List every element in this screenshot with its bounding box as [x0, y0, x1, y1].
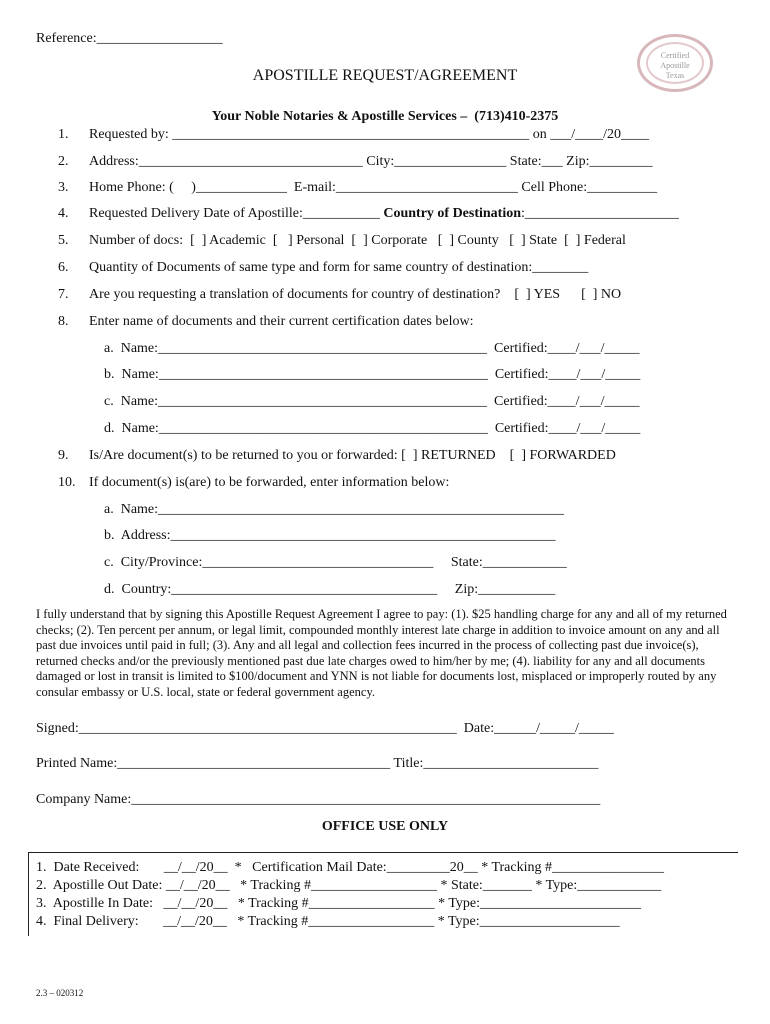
return-forward-checkboxes[interactable]: Is/Are document(s) to be returned to you or forwarded: [ ] RETURNED [ ] FORWARDED: [89, 448, 616, 463]
item-number-8: 8.: [58, 314, 69, 329]
item-number-6: 6.: [58, 260, 69, 275]
item-number-5: 5.: [58, 233, 69, 248]
quantity-field[interactable]: Quantity of Documents of same type and form for same country of destination:________: [89, 260, 589, 275]
item-number-4: 4.: [58, 206, 69, 221]
item-number-2: 2.: [58, 154, 69, 169]
item-number-9: 9.: [58, 448, 69, 463]
document-row-d[interactable]: d. Name:_______________________________________________ Certified:____/___/_____: [104, 421, 641, 436]
page-title: APOSTILLE REQUEST/AGREEMENT: [252, 67, 518, 84]
country-blank: :______________________: [521, 206, 679, 221]
documents-instruction: Enter name of documents and their current certification dates below:: [89, 314, 474, 329]
company-name-field[interactable]: Company Name:___________________________________________________________________: [36, 792, 601, 807]
forward-address-field[interactable]: b. Address:_______________________________________________________: [104, 528, 556, 543]
printed-name-title-field[interactable]: Printed Name:_______________________________________ Title:_________________________: [36, 756, 599, 771]
seal-line-3: Texas: [665, 71, 685, 80]
country-label: Country of Destination: [383, 206, 522, 221]
requested-by-field[interactable]: Requested by: ___________________________________________________ on ___/____/20____: [89, 127, 649, 142]
item-number-1: 1.: [58, 127, 69, 142]
office-row-2[interactable]: 2. Apostille Out Date: __/__/20__ * Tracking #__________________ * State:_______ * Type:____________: [36, 878, 662, 893]
delivery-country-field[interactable]: [89, 206, 679, 222]
document-row-a[interactable]: a. Name:_______________________________________________ Certified:____/___/_____: [104, 341, 640, 356]
item-number-7: 7.: [58, 287, 69, 302]
office-row-3[interactable]: 3. Apostille In Date: __/__/20__ * Tracking #__________________ * Type:_______________________: [36, 896, 642, 911]
form-version-code: 2.3 – 020312: [36, 988, 84, 998]
office-row-1[interactable]: 1. Date Received: __/__/20__ * Certification Mail Date:_________20__ * Tracking #________________: [36, 860, 664, 875]
agreement-text: I fully understand that by signing this Apostille Request Agreement I agree to pay: (1). $25 handling charge for any and all of my returned checks; (2). Ten percent per annum, or legal limit, compounded monthly interest late charge in addition to invoice amount on any and all past due invoices until paid in full; (3). Any and all legal and collection fees incurred in the process of collecting past due invoice(s), returned checks and/or the previously mentioned past due late charges owed to him/her by me; (4). liability for any and all documents damaged or lost in transit is limited to $100/document and YNN is not liable for documents lost, misplaced or improperly routed by any consular embassy or U.S. local, state or federal government agency.: [36, 607, 727, 699]
delivery-date-label: Requested Delivery Date of Apostille:___________: [89, 206, 384, 221]
translation-checkboxes[interactable]: Are you requesting a translation of documents for country of destination? [ ] YES [ ] NO: [89, 287, 622, 302]
office-row-4[interactable]: 4. Final Delivery: __/__/20__ * Tracking #__________________ * Type:____________________: [36, 914, 620, 929]
item-number-10: 10.: [58, 475, 76, 490]
seal-line-1: Certified: [660, 51, 690, 60]
document-row-b[interactable]: b. Name:_______________________________________________ Certified:____/___/_____: [104, 367, 641, 382]
seal-line-2: Apostille: [660, 61, 690, 70]
office-use-heading: OFFICE USE ONLY: [321, 819, 449, 834]
forward-city-state-field[interactable]: c. City/Province:_________________________________ State:____________: [104, 555, 567, 570]
forward-name-field[interactable]: a. Name:__________________________________________________________: [104, 502, 565, 517]
phone-email-field[interactable]: Home Phone: ( )_____________ E-mail:__________________________ Cell Phone:__________: [89, 180, 658, 195]
document-row-c[interactable]: c. Name:_______________________________________________ Certified:____/___/_____: [104, 394, 640, 409]
address-field[interactable]: Address:________________________________ City:________________ State:___ Zip:_________: [89, 154, 653, 169]
signed-date-field[interactable]: Signed:______________________________________________________ Date:______/_____/_____: [36, 721, 614, 736]
forward-instruction: If document(s) is(are) to be forwarded, enter information below:: [89, 475, 450, 490]
number-of-docs-checkboxes[interactable]: Number of docs: [ ] Academic [ ] Personal [ ] Corporate [ ] County [ ] State [ ] Federal: [89, 233, 626, 248]
company-line: Your Noble Notaries & Apostille Services – (713)410-2375: [211, 109, 559, 124]
forward-country-zip-field[interactable]: d. Country:______________________________________ Zip:___________: [104, 582, 556, 597]
item-number-3: 3.: [58, 180, 69, 195]
reference-field[interactable]: Reference:__________________: [36, 31, 223, 46]
